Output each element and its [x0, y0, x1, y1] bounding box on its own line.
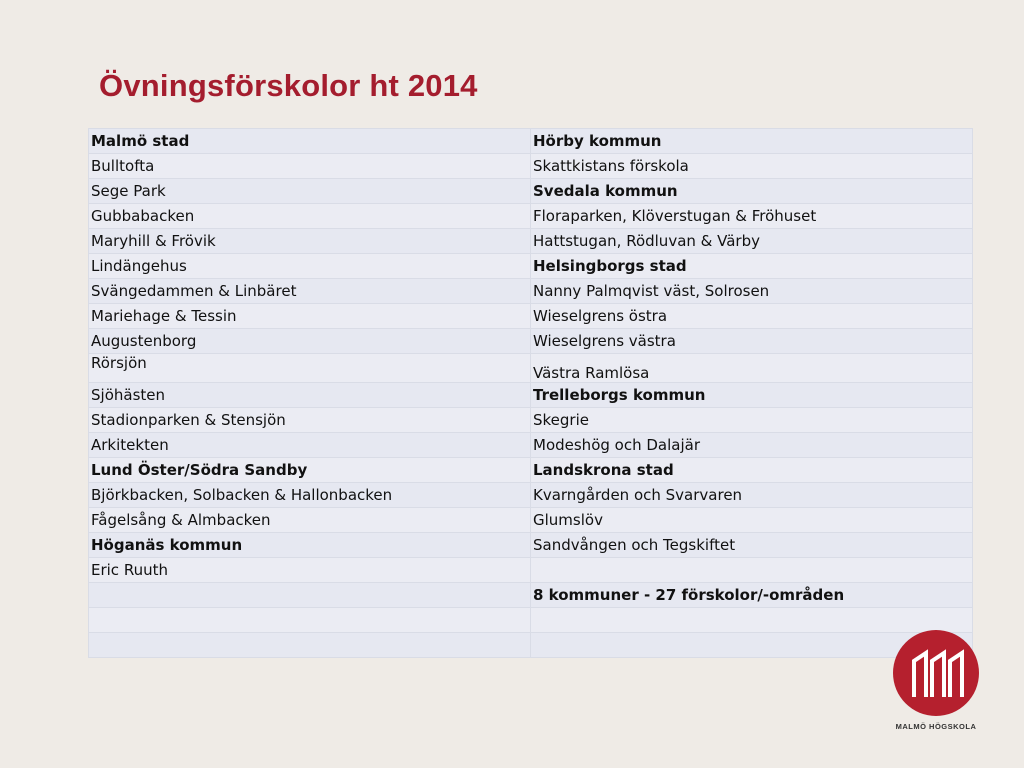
table-cell-right: [531, 558, 973, 583]
table-cell-right: Hörby kommun: [531, 129, 973, 154]
table-cell-right: Sandvången och Tegskiftet: [531, 533, 973, 558]
table-cell-left: Arkitekten: [89, 433, 531, 458]
table-cell-right: Floraparken, Klöverstugan & Fröhuset: [531, 204, 973, 229]
table-cell-right: Skattkistans förskola: [531, 154, 973, 179]
table-row: [89, 433, 973, 458]
table-cell-right: Svedala kommun: [531, 179, 973, 204]
table-cell-left: Mariehage & Tessin: [89, 304, 531, 329]
table-cell-right: Wieselgrens östra: [531, 304, 973, 329]
table-row: [89, 354, 973, 383]
table-row: [89, 408, 973, 433]
table-cell-right: Helsingborgs stad: [531, 254, 973, 279]
slide-title: Övningsförskolor ht 2014: [99, 68, 478, 103]
table-cell-left: Sjöhästen: [89, 383, 531, 408]
table-row: [89, 154, 973, 179]
table-cell-left: Svängedammen & Linbäret: [89, 279, 531, 304]
table-cell-left: Fågelsång & Almbacken: [89, 508, 531, 533]
table-cell-left: Maryhill & Frövik: [89, 229, 531, 254]
table-cell-right: Landskrona stad: [531, 458, 973, 483]
table-row: [89, 458, 973, 483]
table-cell-right: Wieselgrens västra: [531, 329, 973, 354]
table-row: [89, 329, 973, 354]
table-row: [89, 608, 973, 633]
table-row: [89, 129, 973, 154]
table-cell-left: Malmö stad: [89, 129, 531, 154]
table-cell-left: Sege Park: [89, 179, 531, 204]
table-cell-right: Skegrie: [531, 408, 973, 433]
logo-wordmark: MALMÖ HÖGSKOLA: [895, 722, 977, 731]
table-cell-right: Hattstugan, Rödluvan & Värby: [531, 229, 973, 254]
table-row: [89, 383, 973, 408]
table-row: [89, 254, 973, 279]
table-cell-left: Lindängehus: [89, 254, 531, 279]
table-row: [89, 179, 973, 204]
table-cell-right: Västra Ramlösa: [531, 354, 973, 383]
table-row: [89, 633, 973, 658]
table-cell-right: Kvarngården och Svarvaren: [531, 483, 973, 508]
table-row: [89, 558, 973, 583]
table-cell-right: Glumslöv: [531, 508, 973, 533]
table-cell-left: Rörsjön: [89, 354, 531, 383]
table-cell-left: Eric Ruuth: [89, 558, 531, 583]
malmo-hogskola-logo: [890, 629, 982, 735]
table-cell-left: Stadionparken & Stensjön: [89, 408, 531, 433]
table-cell-left: [89, 583, 531, 608]
table-row: [89, 508, 973, 533]
table-cell-left: Bulltofta: [89, 154, 531, 179]
table-cell-left: [89, 608, 531, 633]
table-cell-left: Björkbacken, Solbacken & Hallonbacken: [89, 483, 531, 508]
table-cell-right: Trelleborgs kommun: [531, 383, 973, 408]
table-row: [89, 533, 973, 558]
preschool-table: [88, 128, 973, 658]
malmo-hogskola-logo-icon: [890, 629, 982, 719]
table-row: [89, 279, 973, 304]
table-cell-right: Nanny Palmqvist väst, Solrosen: [531, 279, 973, 304]
table-cell-left: Lund Öster/Södra Sandby: [89, 458, 531, 483]
table-cell-right: Modeshög och Dalajär: [531, 433, 973, 458]
table-cell-right: 8 kommuner - 27 förskolor/-områden: [531, 583, 973, 608]
table-cell-left: Gubbabacken: [89, 204, 531, 229]
table-cell-left: Höganäs kommun: [89, 533, 531, 558]
table-row: [89, 304, 973, 329]
table-row: [89, 229, 973, 254]
table-row: [89, 204, 973, 229]
table-row: [89, 583, 973, 608]
table-cell-left: Augustenborg: [89, 329, 531, 354]
table-row: [89, 483, 973, 508]
table-cell-left: [89, 633, 531, 658]
preschool-table-body: [89, 129, 973, 658]
